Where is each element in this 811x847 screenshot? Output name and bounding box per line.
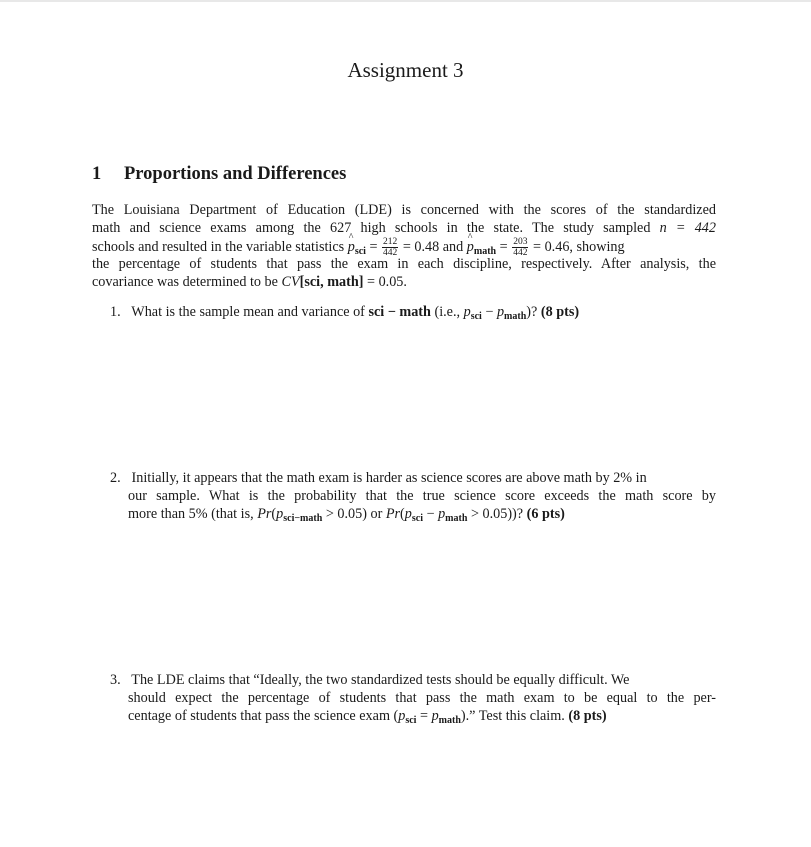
q3-sub-sci: sci bbox=[405, 715, 417, 726]
q1-sub-math: math bbox=[504, 311, 527, 322]
question-1-text-a: What is the sample mean and variance of bbox=[131, 304, 365, 320]
question-3-text-3a: centage of students that pass the science exam ( bbox=[128, 708, 399, 724]
covariance-symbol: CV bbox=[281, 274, 300, 290]
section-title: Proportions and Differences bbox=[124, 164, 347, 184]
value-sci: = 0.48 and bbox=[402, 238, 464, 255]
section-heading bbox=[92, 164, 346, 185]
intro-line-2-text: math and science exams among the 627 high schools in the state. The study sampled bbox=[92, 220, 651, 236]
value-math: = 0.46, showing bbox=[533, 238, 625, 255]
frac-math-numerator: 203 bbox=[513, 237, 528, 247]
question-1-text-c: )? bbox=[526, 304, 538, 320]
question-3-points: (8 pts) bbox=[568, 708, 607, 724]
section-number: 1 bbox=[92, 164, 102, 184]
subscript-sci: sci bbox=[354, 245, 366, 257]
frac-sci-denominator: 442 bbox=[383, 248, 398, 258]
question-1-bold-term: sci − math bbox=[368, 304, 431, 320]
question-1: 1. What is the sample mean and variance of sci − math (i.e., $p_{sci} - p_{math}$)? (8 pts) bbox=[110, 304, 580, 322]
intro-line-5 bbox=[92, 273, 407, 291]
q2-sub-math: math bbox=[445, 513, 468, 524]
question-2-points: (6 pts) bbox=[526, 506, 565, 522]
p-hat-math: ^ p bbox=[467, 238, 474, 256]
question-2-text-1: Initially, it appears that the math exam is harder as science scores are above math by 2% in bbox=[131, 470, 647, 486]
page-title: Assignment 3 bbox=[347, 58, 464, 82]
covariance-value: = 0.05. bbox=[367, 274, 407, 290]
question-2-line-1 bbox=[110, 469, 647, 487]
question-2-number: 2. bbox=[110, 470, 121, 486]
question-3-line-1 bbox=[110, 671, 629, 689]
question-2-text-3a: more than 5% (that is, bbox=[128, 506, 254, 522]
question-2-text-3b: > 0.05) or bbox=[325, 506, 383, 522]
question-1-points: (8 pts) bbox=[540, 304, 580, 320]
page-top-border bbox=[0, 0, 811, 2]
intro-line-1: The Louisiana Department of Education (LDE) is concerned with the scores of the standardized bbox=[92, 202, 716, 218]
intro-line-3-text: schools and resulted in the variable statistics bbox=[92, 238, 345, 255]
question-2-line-3: more than 5% (that is, $Pr(p_{sci-math} > 0.05)$ or $Pr(p_{sci} - p_{math} > 0.05)$)? (6 pts) bbox=[128, 506, 565, 524]
question-3-text-3b: ).” Test this claim. bbox=[460, 708, 565, 724]
q1-sub-sci: sci bbox=[470, 311, 482, 322]
p-hat-sci: ^ p bbox=[348, 238, 355, 256]
covariance-args: [sci, math] bbox=[299, 274, 364, 290]
intro-line-3: schools and resulted in the variable statistics ^ $p_{sci}$ = $\frac{212}{442}$ = 0.48 and ^ $p_{math}$ = $\frac{203}{442}$ = 0.46, showing bbox=[92, 237, 716, 261]
question-3-line-2: should expect the percentage of students that pass the math exam to be equal to the per- bbox=[128, 690, 716, 706]
question-1-text-b: (i.e., bbox=[434, 304, 461, 320]
question-1-number: 1. bbox=[110, 304, 121, 320]
question-2-line-2: our sample. What is the probability that the true science score exceeds the math score by bbox=[128, 488, 716, 504]
intro-line-2 bbox=[92, 219, 716, 237]
question-3-number: 3. bbox=[110, 672, 121, 688]
sample-size: n = 442 bbox=[659, 220, 716, 236]
frac-sci-numerator: 212 bbox=[383, 237, 398, 247]
question-3-text-1: The LDE claims that “Ideally, the two standardized tests should be equally difficult. We bbox=[131, 672, 630, 688]
q3-sub-math: math bbox=[438, 715, 461, 726]
frac-math-denominator: 442 bbox=[513, 248, 528, 258]
q2-sub-sci: sci bbox=[411, 513, 423, 524]
intro-line-5-text: covariance was determined to be bbox=[92, 274, 278, 290]
intro-line-4: the percentage of students that pass the exam in each discipline, respectively. After analysis, the bbox=[92, 256, 716, 272]
question-2-text-3c: > 0.05))? bbox=[470, 506, 524, 522]
question-3-line-3: centage of students that pass the science exam $(p_{sci} = p_{math})$.” Test this claim. (8 pts) bbox=[128, 708, 607, 726]
subscript-math: math bbox=[473, 245, 497, 257]
